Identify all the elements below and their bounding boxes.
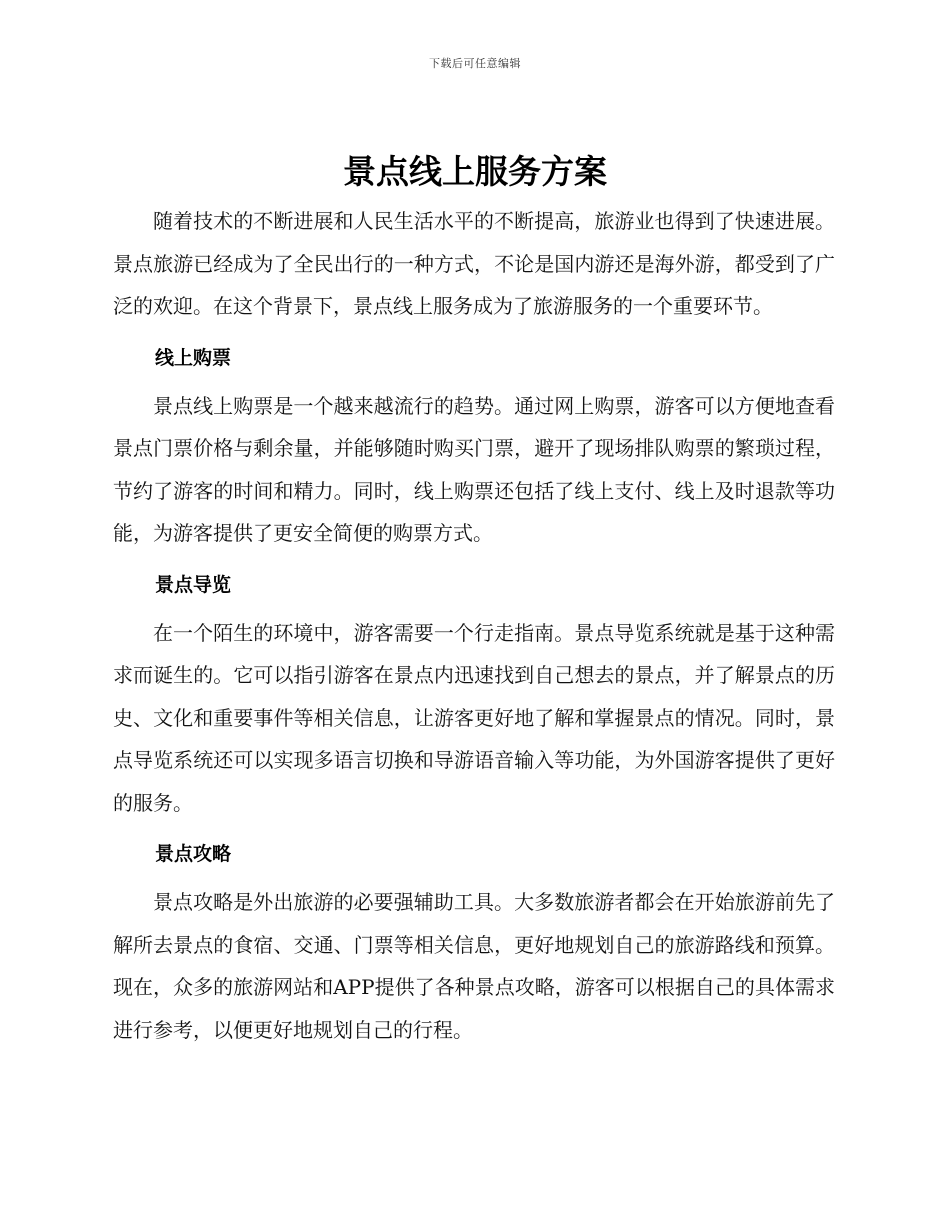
- header-note: 下载后可任意编辑: [429, 57, 521, 70]
- section-paragraph-online-ticketing: 景点线上购票是一个越来越流行的趋势。通过网上购票，游客可以方便地查看景点门票价格与剩余量，并能够随时购买门票，避开了现场排队购票的繁琐过程，节约了游客的时间和精力。同时，线上购票还包括了线上支付、线上及时退款等功能，为游客提供了更安全简便的购票方式。: [113, 393, 835, 545]
- document-title: 景点线上服务方案: [343, 152, 607, 191]
- intro-paragraph: 随着技术的不断进展和人民生活水平的不断提高，旅游业也得到了快速进展。景点旅游已经成为了全民出行的一种方式，不论是国内游还是海外游，都受到了广泛的欢迎。在这个背景下，景点线上服务成为了旅游服务的一个重要环节。: [113, 209, 835, 318]
- section-heading-online-ticketing: 线上购票: [155, 346, 232, 369]
- section-paragraph-travel-strategy: 景点攻略是外出旅游的必要强辅助工具。大多数旅游者都会在开始旅游前先了解所去景点的食宿、交通、门票等相关信息，更好地规划自己的旅游路线和预算。现在，众多的旅游网站和APP提供了各种景点攻略，游客可以根据自己的具体需求进行参考，以便更好地规划自己的行程。: [113, 890, 835, 1042]
- section-heading-scenic-guide: 景点导览: [155, 573, 232, 596]
- section-paragraph-scenic-guide: 在一个陌生的环境中，游客需要一个行走指南。景点导览系统就是基于这种需求而诞生的。它可以指引游客在景点内迅速找到自己想去的景点，并了解景点的历史、文化和重要事件等相关信息，让游客更好地了解和掌握景点的情况。同时，景点导览系统还可以实现多语言切换和导游语音输入等功能，为外国游客提供了更好的服务。: [113, 620, 835, 815]
- section-heading-travel-strategy: 景点攻略: [155, 843, 232, 865]
- document-body: [113, 200, 835, 1051]
